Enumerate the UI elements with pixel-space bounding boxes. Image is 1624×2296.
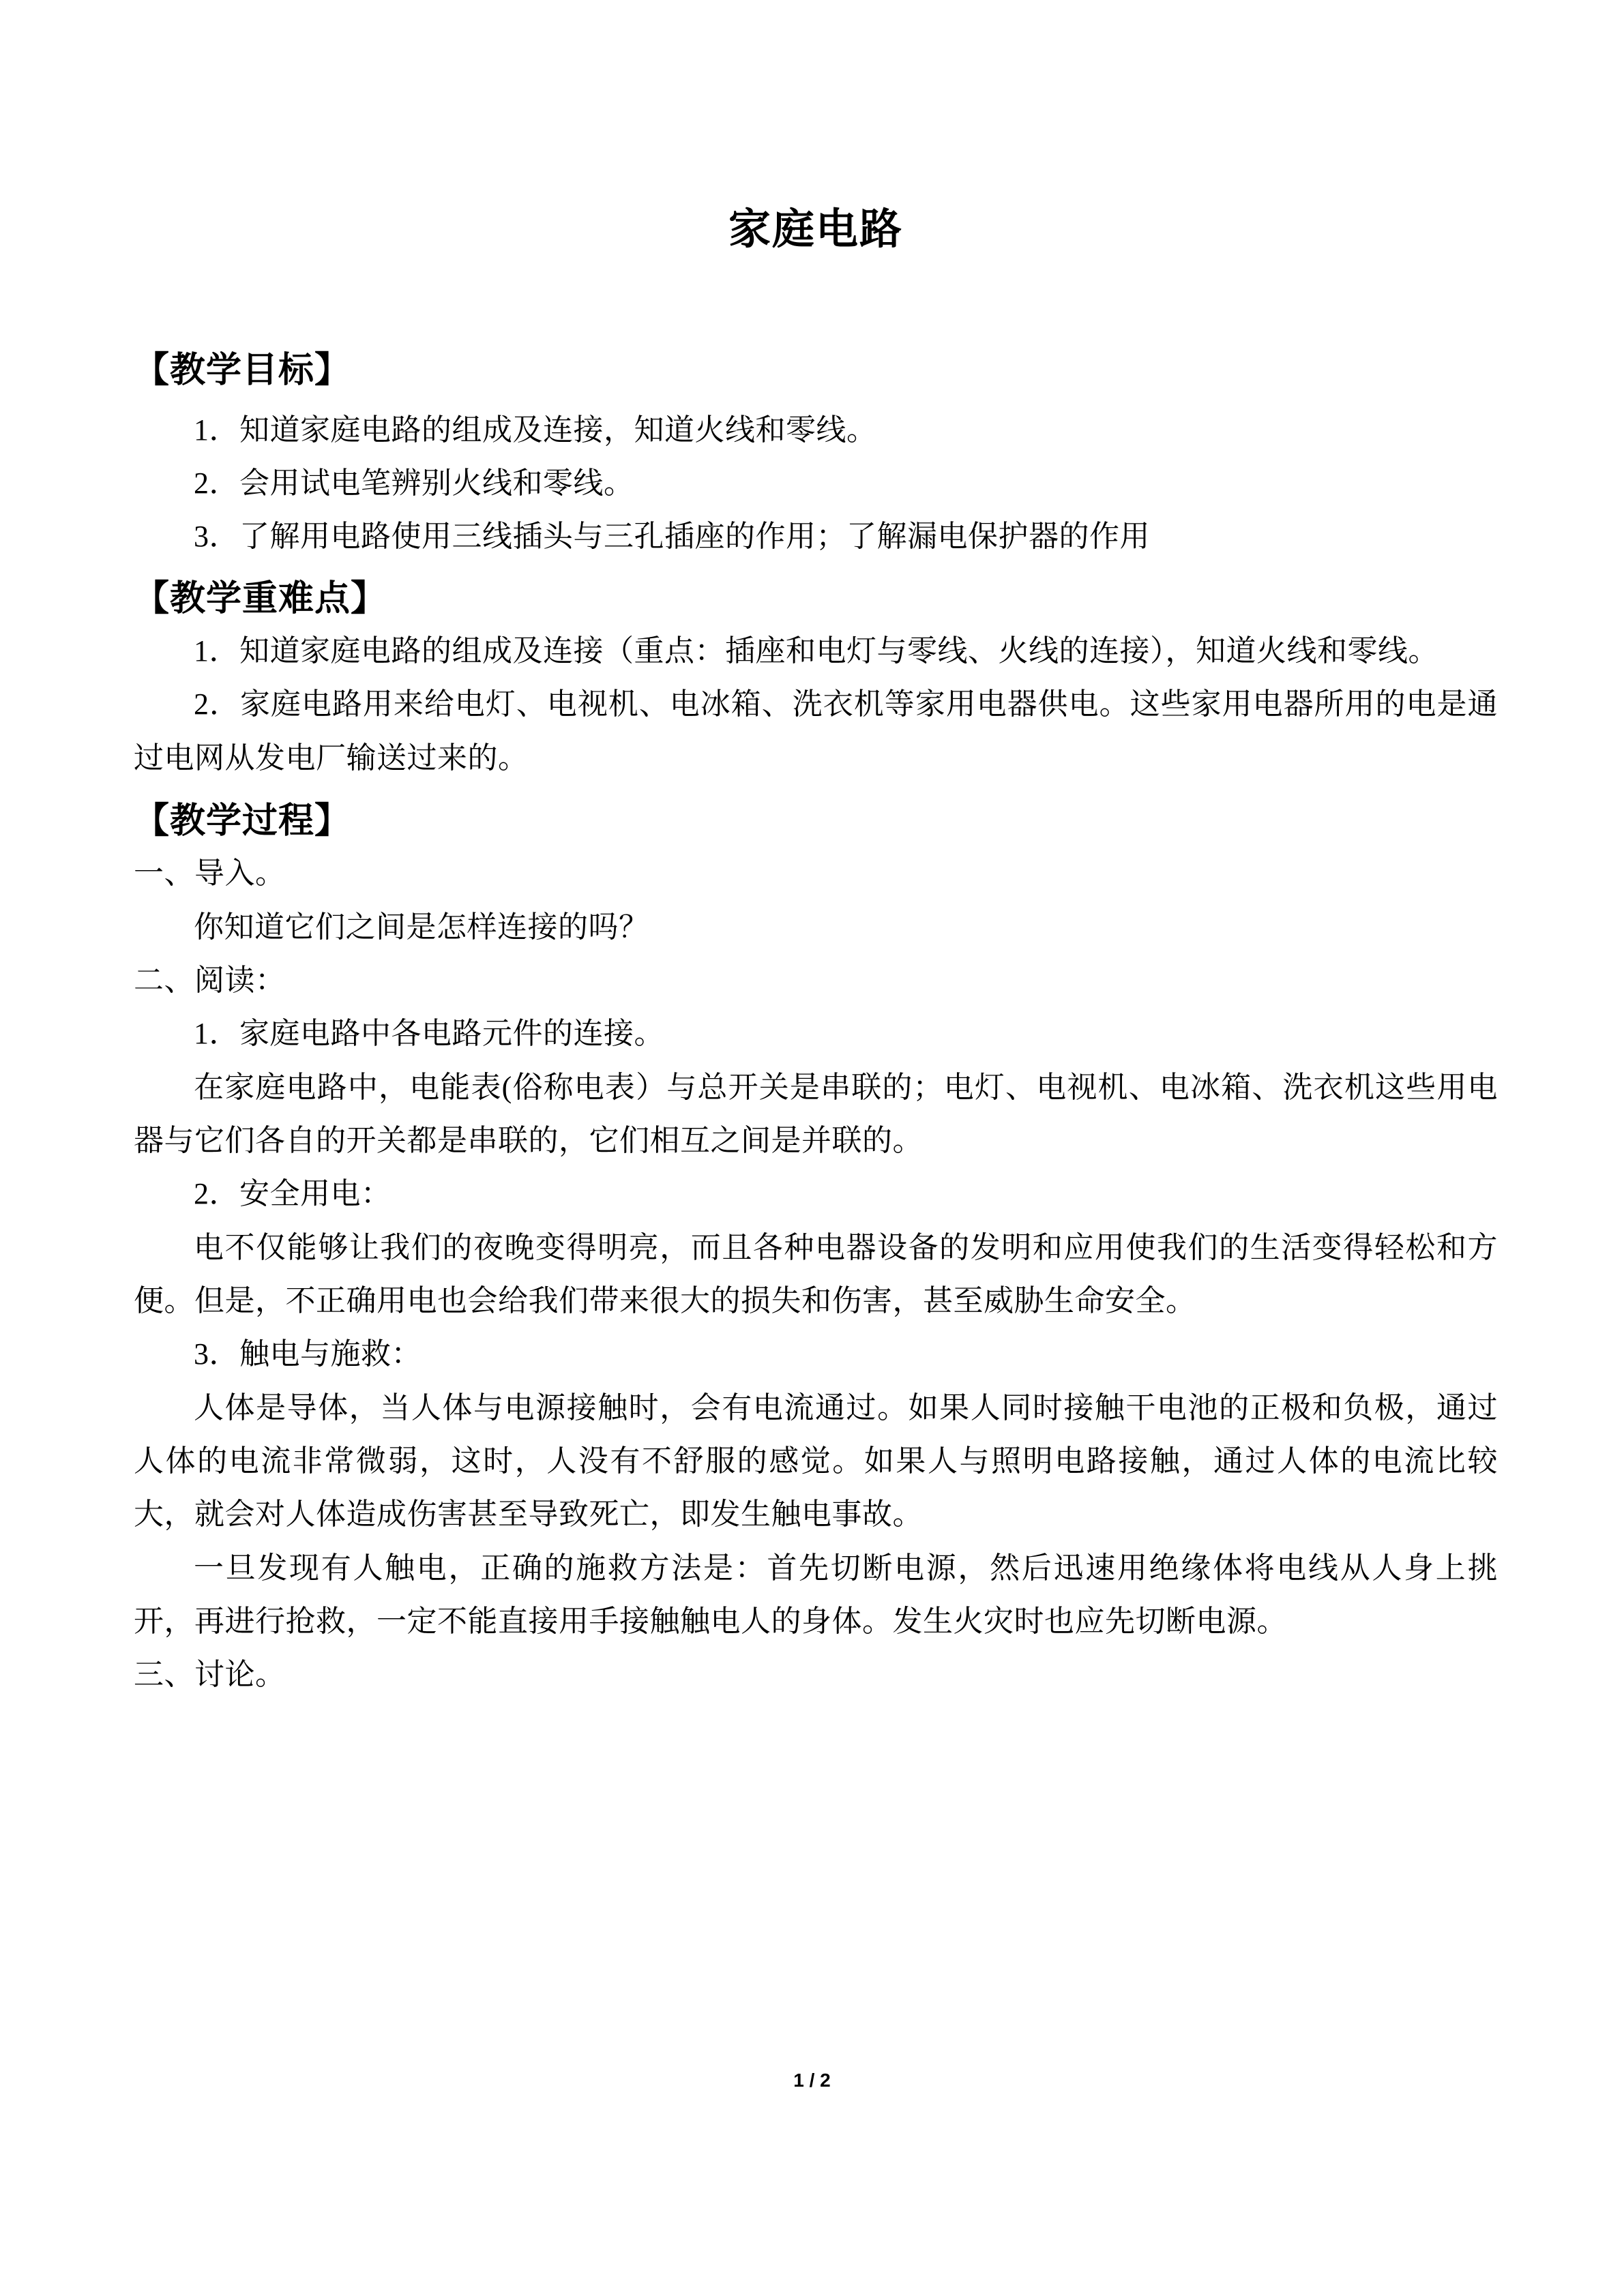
reading-item-3-body-1: 人体是导体，当人体与电源接触时，会有电流通过。如果人同时接触干电池的正极和负极，通过人体的电流非常微弱，这时，人没有不舒服的感觉。如果人与照明电路接触，通过人体的电流比较大，就会对人体造成伤害甚至导致死亡，即发生触电事故。	[134, 1390, 1498, 1532]
objective-item-1: 1．知道家庭电路的组成及连接，知道火线和零线。	[194, 413, 877, 447]
section-header-objectives: 【教学目标】	[134, 351, 351, 391]
section-header-process: 【教学过程】	[134, 802, 351, 841]
reading-item-3-title: 3．触电与施救：	[194, 1337, 422, 1371]
process-step-one-body: 你知道它们之间是怎样连接的吗？	[194, 910, 649, 944]
section-header-key-difficulties: 【教学重难点】	[134, 579, 387, 618]
reading-item-1-body: 在家庭电路中，电能表(俗称电表）与总开关是串联的；电灯、电视机、电冰箱、洗衣机这些用电器与它们各自的开关都是串联的，它们相互之间是并联的。	[134, 1070, 1498, 1157]
objective-item-3: 3．了解用电路使用三线插头与三孔插座的作用；了解漏电保护器的作用	[194, 520, 1150, 554]
process-step-three-heading: 三、讨论。	[134, 1658, 286, 1692]
reading-item-3-body-2: 一旦发现有人触电，正确的施救方法是：首先切断电源，然后迅速用绝缘体将电线从人身上挑开，再进行抢救，一定不能直接用手接触触电人的身体。发生火灾时也应先切断电源。	[134, 1551, 1498, 1638]
objective-item-2: 2．会用试电笔辨别火线和零线。	[194, 466, 634, 501]
page-number-footer: 1 / 2	[793, 2070, 831, 2091]
reading-item-2-title: 2．安全用电：	[194, 1177, 392, 1211]
page-title: 家庭电路	[728, 207, 903, 253]
key-difficulty-item-1: 1．知道家庭电路的组成及连接（重点：插座和电灯与零线、火线的连接），知道火线和零线。	[194, 634, 1438, 668]
document-content	[134, 0, 1498, 1701]
reading-item-2-body: 电不仅能够让我们的夜晚变得明亮，而且各种电器设备的发明和应用使我们的生活变得轻松和方便。但是，不正确用电也会给我们带来很大的损失和伤害，甚至威胁生命安全。	[134, 1230, 1498, 1317]
key-difficulty-item-2: 2．家庭电路用来给电灯、电视机、电冰箱、洗衣机等家用电器供电。这些家用电器所用的电是通过电网从发电厂输送过来的。	[134, 687, 1498, 775]
reading-item-1-title: 1．家庭电路中各电路元件的连接。	[194, 1017, 664, 1051]
process-step-one-heading: 一、导入。	[134, 856, 286, 891]
process-step-two-heading: 二、阅读：	[134, 964, 286, 998]
